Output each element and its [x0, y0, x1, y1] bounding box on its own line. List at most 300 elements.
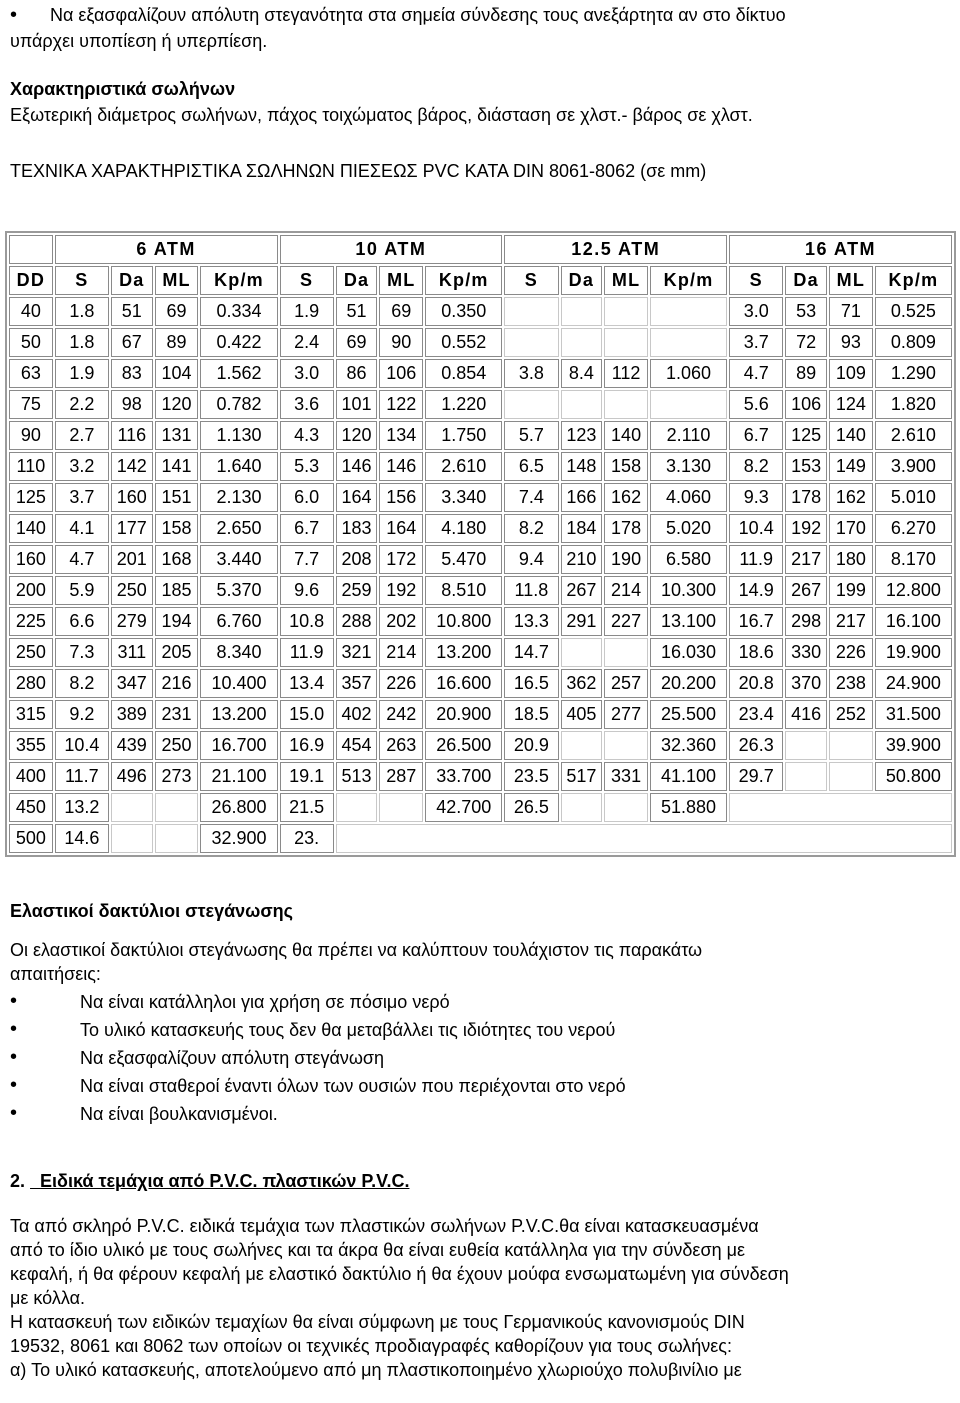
table-cell: 259	[336, 576, 378, 605]
table-cell	[504, 297, 558, 326]
table-group-header-row	[9, 235, 952, 264]
table-cell: 227	[604, 607, 648, 636]
table-cell: 439	[111, 731, 153, 760]
table-cell: 16.700	[200, 731, 277, 760]
list-item	[10, 1072, 950, 1100]
section-2-paragraph-1	[10, 1214, 950, 1310]
table-cell: 8.4	[561, 359, 603, 388]
table-cell: 0.552	[425, 328, 502, 357]
table-cell: 20.8	[729, 669, 783, 698]
table-cell: 162	[829, 483, 873, 512]
table-cell: 23.5	[504, 762, 558, 791]
table-cell: 86	[336, 359, 378, 388]
table-cell: 267	[785, 576, 827, 605]
table-cell: 226	[829, 638, 873, 667]
table-cell: 178	[604, 514, 648, 543]
table-cell: 250	[111, 576, 153, 605]
table-cell	[561, 638, 603, 667]
pressure-group-header: 10 ATM	[280, 235, 503, 264]
table-cell: 13.4	[280, 669, 334, 698]
column-header: Da	[561, 266, 603, 295]
table-cell: 194	[155, 607, 199, 636]
table-cell: 1.060	[650, 359, 727, 388]
table-cell: 109	[829, 359, 873, 388]
paragraph-line: από το ίδιο υλικό με τους σωλήνες και τα άκρα θα είναι ευθεία κατάλληλα για την σύνδεση με	[10, 1240, 745, 1260]
table-cell: 164	[336, 483, 378, 512]
table-cell: 200	[9, 576, 53, 605]
table-cell: 8.510	[425, 576, 502, 605]
table-cell: 185	[155, 576, 199, 605]
table-cell: 10.4	[729, 514, 783, 543]
table-cell: 214	[379, 638, 423, 667]
table-cell: 2.610	[425, 452, 502, 481]
table-cell: 450	[9, 793, 53, 822]
table-cell: 178	[785, 483, 827, 512]
table-cell: 41.100	[650, 762, 727, 791]
table-cell: 134	[379, 421, 423, 450]
table-column-header-row	[9, 266, 952, 295]
table-cell: 110	[9, 452, 53, 481]
table-cell	[650, 390, 727, 419]
table-row	[9, 421, 952, 450]
paragraph-line: Τα από σκληρό P.V.C. ειδικά τεμάχια των πλαστικών σωλήνων P.V.C.θα είναι κατασκευασμένα	[10, 1216, 759, 1236]
table-cell: 362	[561, 669, 603, 698]
column-header: Da	[111, 266, 153, 295]
table-cell: 11.9	[280, 638, 334, 667]
table-cell: 3.2	[55, 452, 109, 481]
table-cell: 16.7	[729, 607, 783, 636]
table-cell: 184	[561, 514, 603, 543]
table-cell: 125	[9, 483, 53, 512]
table-cell: 8.2	[55, 669, 109, 698]
lower-section	[10, 898, 950, 1382]
table-cell: 210	[561, 545, 603, 574]
table-cell: 183	[336, 514, 378, 543]
table-cell: 5.470	[425, 545, 502, 574]
pressure-group-header: 6 ATM	[55, 235, 278, 264]
table-cell: 6.7	[729, 421, 783, 450]
table-cell: 5.010	[875, 483, 952, 512]
table-title: ΤΕΧΝΙΚΑ ΧΑΡΑΚΤΗΡΙΣΤΙΚΑ ΣΩΛΗΝΩΝ ΠΙΕΣΕΩΣ PVC ΚΑΤΑ DIN 8061-8062 (σε mm)	[10, 161, 707, 181]
paragraph-line: με κόλλα.	[10, 1288, 85, 1308]
table-row	[9, 762, 952, 791]
table-cell: 69	[379, 297, 423, 326]
column-header: DD	[9, 266, 53, 295]
table-cell: 3.900	[875, 452, 952, 481]
table-cell: 72	[785, 328, 827, 357]
table-cell: 9.3	[729, 483, 783, 512]
pipe-description: Εξωτερική διάμετρος σωλήνων, πάχος τοιχώματος βάρος, διάσταση σε χλστ.- βάρος σε χλστ.	[10, 105, 753, 125]
table-cell: 20.900	[425, 700, 502, 729]
table-cell	[561, 297, 603, 326]
table-cell: 1.130	[200, 421, 277, 450]
table-cell: 140	[829, 421, 873, 450]
table-cell: 75	[9, 390, 53, 419]
table-cell: 2.650	[200, 514, 277, 543]
table-cell: 6.5	[504, 452, 558, 481]
table-cell: 124	[829, 390, 873, 419]
table-cell: 205	[155, 638, 199, 667]
table-cell: 2.4	[280, 328, 334, 357]
column-header: Da	[336, 266, 378, 295]
table-cell: 4.1	[55, 514, 109, 543]
table-cell	[155, 824, 199, 853]
table-cell: 162	[604, 483, 648, 512]
table-cell: 10.300	[650, 576, 727, 605]
table-cell: 140	[604, 421, 648, 450]
table-cell: 273	[155, 762, 199, 791]
table-cell: 39.900	[875, 731, 952, 760]
table-cell: 347	[111, 669, 153, 698]
table-cell: 146	[336, 452, 378, 481]
table-cell: 21.5	[280, 793, 334, 822]
table-cell: 3.130	[650, 452, 727, 481]
table-cell	[336, 793, 378, 822]
pressure-group-header: 12.5 ATM	[504, 235, 727, 264]
list-item-text: Το υλικό κατασκευής τους δεν θα μεταβάλλει τις ιδιότητες του νερού	[80, 1020, 616, 1040]
list-item-text: Να είναι βουλκανισμένοι.	[80, 1104, 278, 1124]
table-cell: 13.200	[200, 700, 277, 729]
table-cell: 166	[561, 483, 603, 512]
table-cell: 16.100	[875, 607, 952, 636]
paragraph-line: Η κατασκευή των ειδικών τεμαχίων θα είναι σύμφωνη με τους Γερμανικούς κανονισμούς DIN	[10, 1312, 745, 1332]
table-cell: 53	[785, 297, 827, 326]
intro-bullet-continuation: υπάρχει υποπίεση ή υπερπίεση.	[10, 31, 268, 51]
table-cell: 0.782	[200, 390, 277, 419]
table-cell: 287	[379, 762, 423, 791]
group-header-empty-cell	[9, 235, 53, 264]
table-cell	[379, 793, 423, 822]
table-cell: 90	[379, 328, 423, 357]
table-cell: 1.820	[875, 390, 952, 419]
table-cell: 0.334	[200, 297, 277, 326]
table-cell: 104	[155, 359, 199, 388]
table-cell: 16.600	[425, 669, 502, 698]
column-header: S	[280, 266, 334, 295]
column-header: S	[504, 266, 558, 295]
table-cell: 106	[379, 359, 423, 388]
table-cell: 257	[604, 669, 648, 698]
table-cell: 1.8	[55, 297, 109, 326]
table-cell	[829, 762, 873, 791]
table-cell: 125	[785, 421, 827, 450]
paragraph-line: 19532, 8061 και 8062 των οποίων οι τεχνικές προδιαγραφές καθορίζουν για τους σωλήνες:	[10, 1336, 732, 1356]
table-cell: 149	[829, 452, 873, 481]
table-cell: 225	[9, 607, 53, 636]
table-cell: 1.220	[425, 390, 502, 419]
table-cell: 0.854	[425, 359, 502, 388]
table-cell: 5.370	[200, 576, 277, 605]
table-row	[9, 700, 952, 729]
table-cell: 5.7	[504, 421, 558, 450]
bullet-icon: •	[10, 990, 18, 1012]
table-filler-cell	[729, 793, 952, 822]
table-row	[9, 669, 952, 698]
table-cell: 9.6	[280, 576, 334, 605]
table-row	[9, 545, 952, 574]
table-cell	[504, 390, 558, 419]
table-cell: 89	[785, 359, 827, 388]
table-row	[9, 638, 952, 667]
table-cell	[604, 638, 648, 667]
table-cell: 158	[155, 514, 199, 543]
list-item-text: Να είναι σταθεροί έναντι όλων των ουσιών που περιέχονται στο νερό	[80, 1076, 626, 1096]
table-cell: 217	[829, 607, 873, 636]
table-cell: 199	[829, 576, 873, 605]
table-cell	[561, 328, 603, 357]
table-cell	[561, 793, 603, 822]
table-cell: 14.6	[55, 824, 109, 853]
table-cell: 6.7	[280, 514, 334, 543]
table-cell: 405	[561, 700, 603, 729]
table-cell: 192	[379, 576, 423, 605]
intro-bullet	[10, 2, 950, 28]
table-cell: 112	[604, 359, 648, 388]
table-cell: 101	[336, 390, 378, 419]
table-cell: 2.610	[875, 421, 952, 450]
table-row	[9, 359, 952, 388]
table-row	[9, 576, 952, 605]
table-cell	[785, 762, 827, 791]
table-cell: 26.800	[200, 793, 277, 822]
table-cell: 280	[9, 669, 53, 698]
section-title: Ειδικά τεμάχια από P.V.C. πλαστικών P.V.C.	[40, 1171, 410, 1191]
table-cell: 23.4	[729, 700, 783, 729]
table-cell: 10.800	[425, 607, 502, 636]
table-cell: 83	[111, 359, 153, 388]
table-cell: 8.2	[729, 452, 783, 481]
table-cell: 7.7	[280, 545, 334, 574]
table-cell: 90	[9, 421, 53, 450]
table-cell: 8.340	[200, 638, 277, 667]
table-filler-cell	[336, 824, 952, 853]
table-cell: 20.200	[650, 669, 727, 698]
table-cell: 3.8	[504, 359, 558, 388]
pipe-characteristics-heading: Χαρακτηριστικά σωλήνων	[10, 79, 236, 99]
table-cell: 3.7	[729, 328, 783, 357]
table-cell: 123	[561, 421, 603, 450]
table-cell: 51.880	[650, 793, 727, 822]
table-cell: 180	[829, 545, 873, 574]
table-cell: 231	[155, 700, 199, 729]
table-cell: 142	[111, 452, 153, 481]
table-cell: 5.020	[650, 514, 727, 543]
table-cell: 120	[155, 390, 199, 419]
table-cell: 16.5	[504, 669, 558, 698]
table-cell: 172	[379, 545, 423, 574]
table-cell	[604, 793, 648, 822]
bullet-icon: •	[10, 1074, 18, 1096]
list-item-text: Να εξασφαλίζουν απόλυτη στεγάνωση	[80, 1048, 385, 1068]
table-cell: 416	[785, 700, 827, 729]
table-cell: 238	[829, 669, 873, 698]
table-cell: 8.170	[875, 545, 952, 574]
table-cell: 1.562	[200, 359, 277, 388]
table-cell: 6.580	[650, 545, 727, 574]
table-cell: 291	[561, 607, 603, 636]
table-cell: 3.0	[280, 359, 334, 388]
table-cell: 0.422	[200, 328, 277, 357]
table-cell: 1.9	[55, 359, 109, 388]
table-cell: 192	[785, 514, 827, 543]
section-number: 2.	[10, 1171, 26, 1191]
table-cell: 116	[111, 421, 153, 450]
table-cell: 500	[9, 824, 53, 853]
table-cell: 5.9	[55, 576, 109, 605]
table-row	[9, 514, 952, 543]
table-cell: 26.3	[729, 731, 783, 760]
table-cell: 1.290	[875, 359, 952, 388]
table-cell: 141	[155, 452, 199, 481]
table-cell: 14.7	[504, 638, 558, 667]
table-cell: 13.200	[425, 638, 502, 667]
list-item	[10, 1016, 950, 1044]
table-cell: 67	[111, 328, 153, 357]
table-cell: 330	[785, 638, 827, 667]
table-cell: 331	[604, 762, 648, 791]
section-2-heading	[10, 1168, 950, 1194]
table-cell: 106	[785, 390, 827, 419]
table-cell: 93	[829, 328, 873, 357]
list-item	[10, 1044, 950, 1072]
table-cell: 4.060	[650, 483, 727, 512]
table-cell: 32.360	[650, 731, 727, 760]
table-cell: 29.7	[729, 762, 783, 791]
paragraph-line: κεφαλή, ή θα φέρουν κεφαλή με ελαστικό δακτύλιο ή θα έχουν μούφα ενσωματωμένη για σύνδεση	[10, 1264, 789, 1284]
table-cell	[785, 731, 827, 760]
table-cell: 69	[336, 328, 378, 357]
table-cell: 13.100	[650, 607, 727, 636]
table-cell: 1.640	[200, 452, 277, 481]
table-cell: 10.8	[280, 607, 334, 636]
table-cell: 517	[561, 762, 603, 791]
table-cell: 298	[785, 607, 827, 636]
table-cell	[604, 731, 648, 760]
table-cell	[111, 793, 153, 822]
table-cell: 315	[9, 700, 53, 729]
table-cell: 0.809	[875, 328, 952, 357]
section-2-paragraph-2	[10, 1310, 950, 1382]
table-cell: 153	[785, 452, 827, 481]
table-cell	[111, 824, 153, 853]
table-cell: 4.180	[425, 514, 502, 543]
table-cell: 25.500	[650, 700, 727, 729]
table-cell: 3.7	[55, 483, 109, 512]
table-cell: 146	[379, 452, 423, 481]
table-cell: 26.500	[425, 731, 502, 760]
table-cell: 18.5	[504, 700, 558, 729]
table-cell: 10.400	[200, 669, 277, 698]
table-cell: 18.6	[729, 638, 783, 667]
table-cell: 3.440	[200, 545, 277, 574]
table-cell: 40	[9, 297, 53, 326]
column-header: ML	[829, 266, 873, 295]
pressure-group-header: 16 ATM	[729, 235, 952, 264]
table-row	[9, 824, 952, 853]
table-cell: 321	[336, 638, 378, 667]
table-cell: 1.8	[55, 328, 109, 357]
table-cell: 50	[9, 328, 53, 357]
table-cell	[650, 328, 727, 357]
seals-requirements-list	[10, 988, 950, 1128]
list-item	[10, 988, 950, 1016]
table-cell: 217	[785, 545, 827, 574]
table-cell: 4.7	[55, 545, 109, 574]
table-cell: 71	[829, 297, 873, 326]
column-header: Kp/m	[875, 266, 952, 295]
table-cell: 20.9	[504, 731, 558, 760]
table-cell: 21.100	[200, 762, 277, 791]
table-row	[9, 607, 952, 636]
table-cell	[155, 793, 199, 822]
table-cell: 11.9	[729, 545, 783, 574]
table-cell: 50.800	[875, 762, 952, 791]
table-cell: 4.3	[280, 421, 334, 450]
column-header: ML	[604, 266, 648, 295]
table-row	[9, 297, 952, 326]
seals-intro-line1: Οι ελαστικοί δακτύλιοι στεγάνωσης θα πρέπει να καλύπτουν τουλάχιστον τις παρακάτω	[10, 940, 703, 960]
table-cell: 32.900	[200, 824, 277, 853]
table-cell: 63	[9, 359, 53, 388]
table-cell: 355	[9, 731, 53, 760]
table-cell: 13.2	[55, 793, 109, 822]
table-cell: 4.7	[729, 359, 783, 388]
table-cell: 400	[9, 762, 53, 791]
table-cell	[829, 731, 873, 760]
table-row	[9, 328, 952, 357]
table-cell: 15.0	[280, 700, 334, 729]
table-cell: 11.8	[504, 576, 558, 605]
table-cell: 13.3	[504, 607, 558, 636]
table-cell: 5.3	[280, 452, 334, 481]
table-cell: 2.7	[55, 421, 109, 450]
intro-bullet-text: Να εξασφαλίζουν απόλυτη στεγανότητα στα σημεία σύνδεσης τους ανεξάρτητα αν στο δίκτυο	[50, 5, 786, 25]
table-cell: 14.9	[729, 576, 783, 605]
table-row	[9, 390, 952, 419]
table-cell: 0.350	[425, 297, 502, 326]
table-cell: 6.760	[200, 607, 277, 636]
table-cell: 26.5	[504, 793, 558, 822]
table-cell: 357	[336, 669, 378, 698]
table-cell: 201	[111, 545, 153, 574]
table-cell: 42.700	[425, 793, 502, 822]
table-cell: 122	[379, 390, 423, 419]
table-cell: 1.750	[425, 421, 502, 450]
table-cell: 12.800	[875, 576, 952, 605]
table-cell: 164	[379, 514, 423, 543]
table-cell: 0.525	[875, 297, 952, 326]
table-cell: 156	[379, 483, 423, 512]
table-cell: 6.0	[280, 483, 334, 512]
table-cell: 16.030	[650, 638, 727, 667]
table-cell: 69	[155, 297, 199, 326]
table-cell: 242	[379, 700, 423, 729]
seals-intro-line2: απαιτήσεις:	[10, 964, 101, 984]
table-cell: 33.700	[425, 762, 502, 791]
column-header: Da	[785, 266, 827, 295]
table-cell: 89	[155, 328, 199, 357]
bullet-icon: •	[10, 1018, 18, 1040]
column-header: S	[55, 266, 109, 295]
table-cell: 263	[379, 731, 423, 760]
table-cell: 2.130	[200, 483, 277, 512]
table-cell: 7.4	[504, 483, 558, 512]
table-cell	[650, 297, 727, 326]
table-cell: 250	[9, 638, 53, 667]
table-cell: 23.	[280, 824, 334, 853]
table-cell: 11.7	[55, 762, 109, 791]
table-cell: 311	[111, 638, 153, 667]
